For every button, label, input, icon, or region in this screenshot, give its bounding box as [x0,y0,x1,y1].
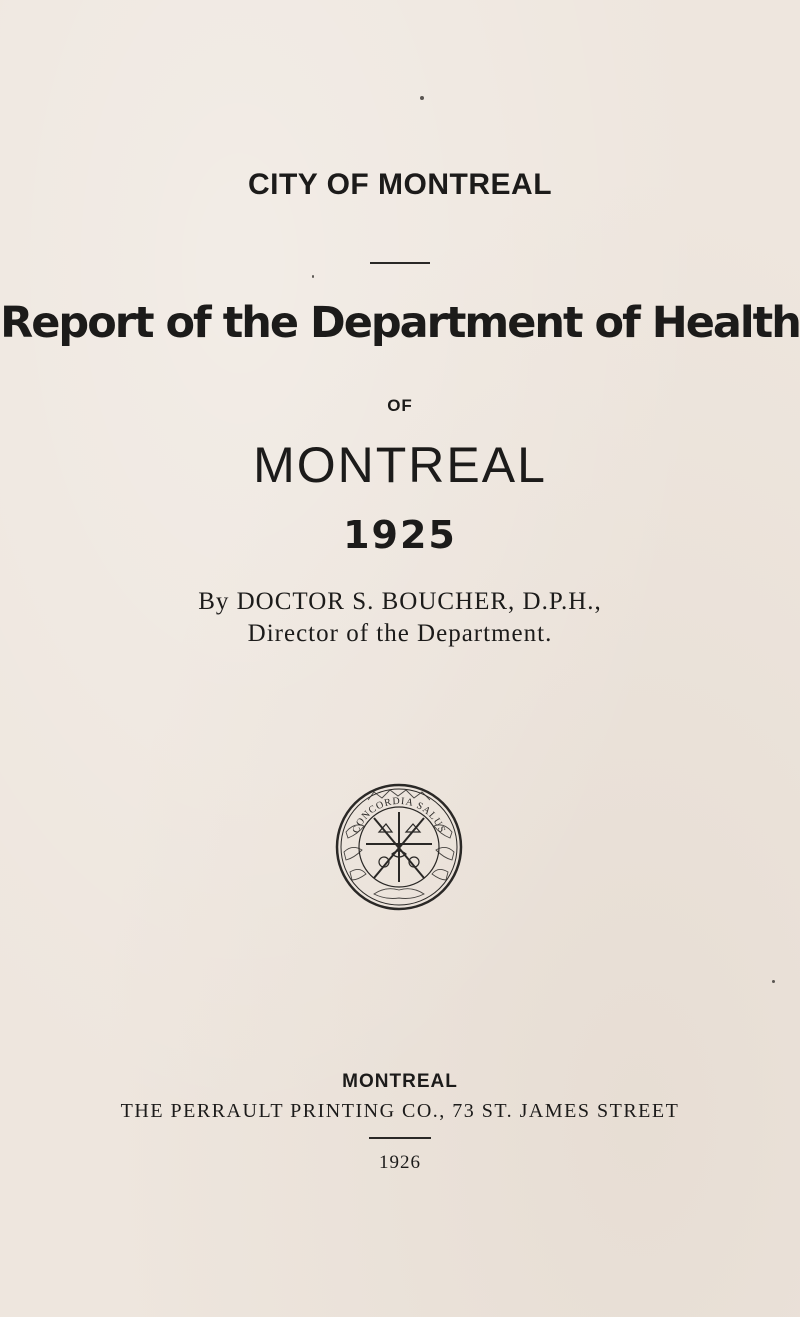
report-title: Report of the Department of Health [0,298,800,348]
report-year: 1925 [343,513,457,557]
author-role: Director of the Department. [247,620,553,647]
imprint-city: MONTREAL [342,1071,458,1092]
bottom-divider [369,1137,431,1139]
paper-speck [312,275,314,278]
seal-motto: CONCORDIA SALUS [350,795,448,835]
paper-speck [420,96,424,100]
title-city: MONTREAL [253,437,547,493]
city-heading: CITY OF MONTREAL [247,168,553,201]
title-connector: OF [387,396,413,415]
top-divider [370,262,430,264]
imprint-printer: THE PERRAULT PRINTING CO., 73 ST. JAMES STREET [120,1100,680,1122]
city-seal-icon [334,782,464,912]
paper-speck [772,980,775,983]
author-byline: By DOCTOR S. BOUCHER, D.P.H., [198,588,602,615]
imprint-year: 1926 [379,1152,421,1173]
